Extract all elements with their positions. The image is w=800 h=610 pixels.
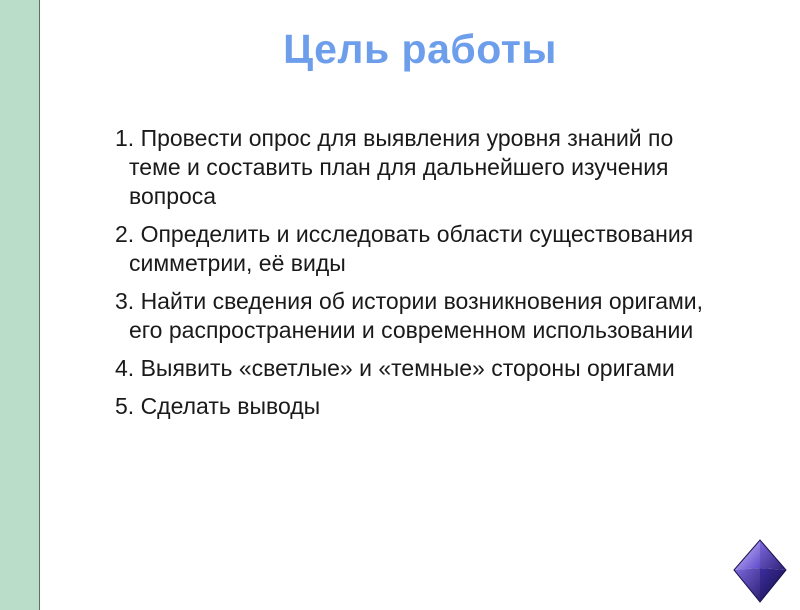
goal-item-4: 4. Выявить «светлые» и «темные» стороны оригами <box>115 355 675 381</box>
slide-title: Цель работы <box>283 26 557 72</box>
goal-item-3: 3. Найти сведения об истории возникновения оригами, его распространении и современном использовании <box>115 288 704 343</box>
goal-item-2: 2. Определить и исследовать области существования симметрии, её виды <box>115 221 694 276</box>
left-decorative-bar <box>0 0 40 610</box>
goal-item-5: 5. Сделать выводы <box>115 393 321 419</box>
octahedron-gem-icon <box>728 538 792 604</box>
goal-item-1: 1. Провести опрос для выявления уровня знаний по теме и составить план для дальнейшего изучения вопроса <box>115 125 674 209</box>
goal-list <box>115 124 715 430</box>
